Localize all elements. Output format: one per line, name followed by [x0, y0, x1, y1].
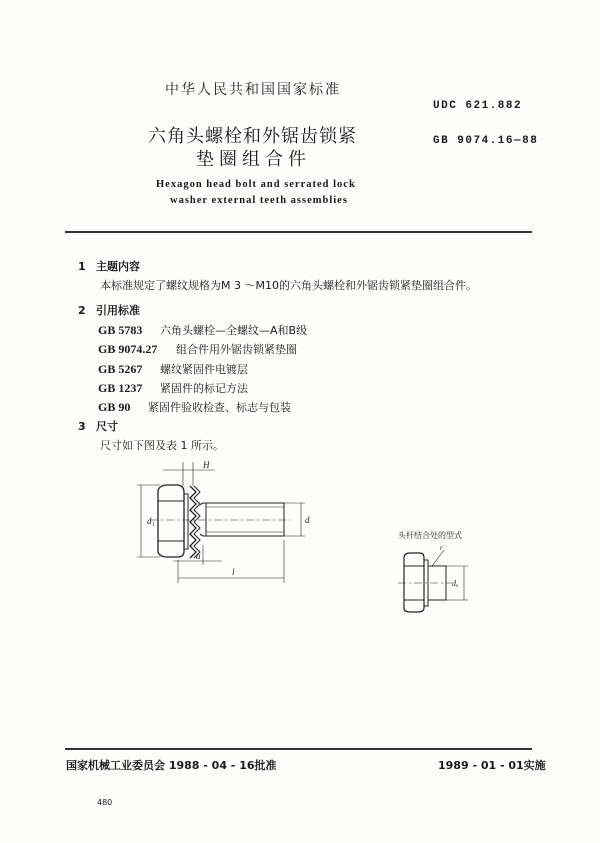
effective-date: 1989 - 01 - 01实施 [438, 759, 546, 772]
section-number: 1 [78, 260, 86, 273]
title-cn-line2: 垫圈组合件 [196, 149, 311, 170]
section-1-body: 本标准规定了螺纹规格为M 3 ～M10的六角头螺栓和外锯齿锁紧垫圈组合件。 [100, 279, 477, 292]
title-cn-line1: 六角头螺栓和外锯齿锁紧 [148, 126, 357, 147]
page-number: 480 [97, 798, 113, 807]
reference-title: 紧固件验收检查、标志与包装 [148, 401, 291, 414]
detail-caption: 头杆结合处的型式 [398, 531, 462, 540]
footer-divider [65, 748, 532, 750]
reference-code: GB 5783 [98, 323, 143, 337]
reference-code: GB 1237 [98, 381, 143, 395]
reference-title: 六角头螺栓—全螺纹—A和B级 [160, 324, 308, 337]
udc-number: UDC 621.882 [433, 100, 523, 112]
label-d1: d₁ [147, 516, 155, 526]
section-title: 尺寸 [96, 420, 118, 433]
section-number: 3 [78, 420, 86, 433]
label-r: r [440, 544, 443, 552]
reference-title: 螺纹紧固件电镀层 [160, 363, 248, 376]
section-title: 主题内容 [96, 260, 140, 273]
dimension-lines [137, 462, 305, 583]
section-number: 2 [78, 304, 86, 317]
issuer-heading: 中华人民共和国国家标准 [165, 82, 341, 98]
label-a: a [196, 551, 201, 561]
label-da: dₐ [452, 579, 459, 588]
label-d: d [305, 515, 310, 525]
label-H: H [203, 460, 210, 470]
title-en-line2: washer external teeth assemblies [170, 195, 348, 206]
section-3-body: 尺寸如下图及表 1 所示。 [100, 439, 224, 452]
reference-code: GB 9074.27 [98, 342, 158, 356]
reference-code: GB 90 [98, 400, 131, 414]
reference-code: GB 5267 [98, 362, 143, 376]
bolt-main-view [150, 485, 290, 558]
reference-title: 紧固件的标记方法 [160, 382, 248, 395]
standard-number: GB 9074.16—88 [433, 135, 539, 147]
title-en-line1: Hexagon head bolt and serrated lock [156, 179, 356, 190]
approval-line: 国家机械工业委员会 1988 - 04 - 16批准 [66, 759, 277, 772]
label-l: l [232, 567, 235, 577]
section-title: 引用标准 [96, 304, 140, 317]
reference-title: 组合件用外锯齿锁紧垫圈 [176, 343, 297, 356]
